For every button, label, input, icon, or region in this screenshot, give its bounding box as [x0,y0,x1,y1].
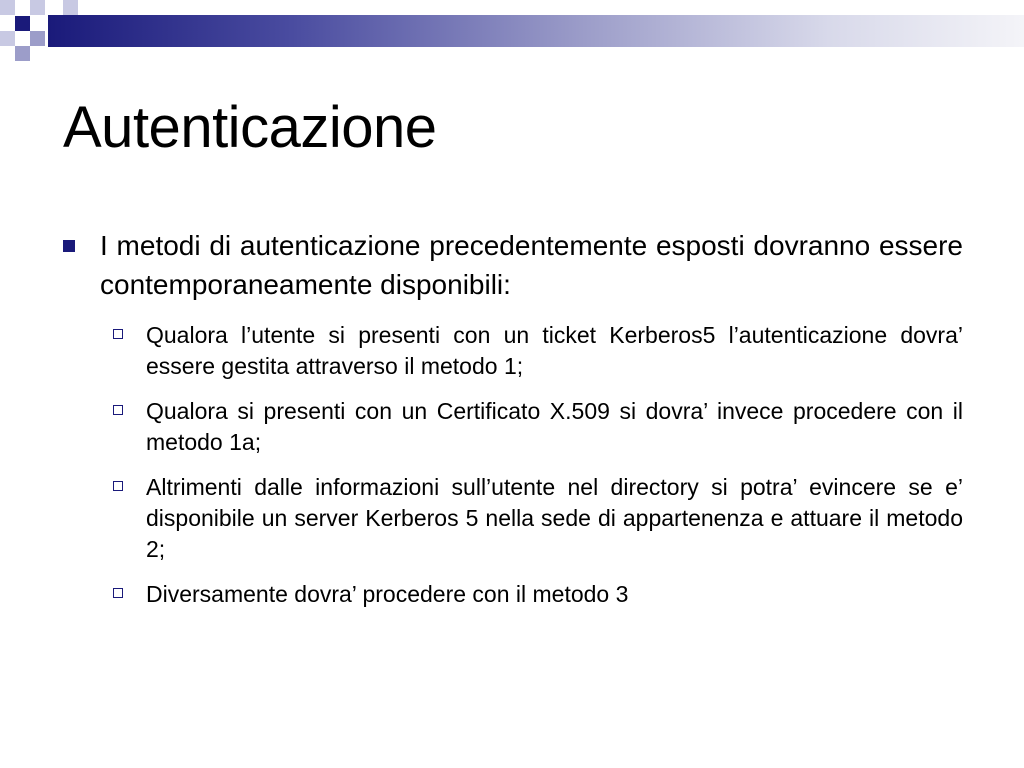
bullet-item [63,226,963,304]
bullet-text: I metodi di autenticazione precedentemente esposti dovranno essere contemporaneamente disponibili: [100,230,963,300]
hollow-square-bullet-icon [113,329,123,339]
sub-bullet-item [109,472,963,565]
deco-square [63,0,78,15]
header-gradient-bar [48,15,1024,47]
sub-bullet-item [109,320,963,382]
sub-bullet-text: Diversamente dovra’ procedere con il metodo 3 [146,581,629,607]
sub-bullet-item [109,396,963,458]
slide-body [63,226,963,624]
sub-bullet-text: Altrimenti dalle informazioni sull’utente nel directory si potra’ evincere se e’ disponibile un server Kerberos 5 nella sede di appartenenza e attuare il metodo 2; [146,474,963,562]
sub-bullet-text: Qualora l’utente si presenti con un ticket Kerberos5 l’autenticazione dovra’ essere gestita attraverso il metodo 1; [146,322,963,379]
square-bullet-icon [63,240,75,252]
header-decoration [0,0,1024,70]
slide-title: Autenticazione [63,95,437,160]
deco-square [15,16,30,31]
hollow-square-bullet-icon [113,588,123,598]
deco-square [0,31,15,46]
deco-square [15,46,30,61]
sub-bullet-text: Qualora si presenti con un Certificato X.509 si dovra’ invece procedere con il metodo 1a; [146,398,963,455]
deco-square [30,0,45,15]
hollow-square-bullet-icon [113,405,123,415]
deco-square [30,31,45,46]
hollow-square-bullet-icon [113,481,123,491]
deco-square [0,0,15,15]
sub-bullet-item [109,579,963,610]
